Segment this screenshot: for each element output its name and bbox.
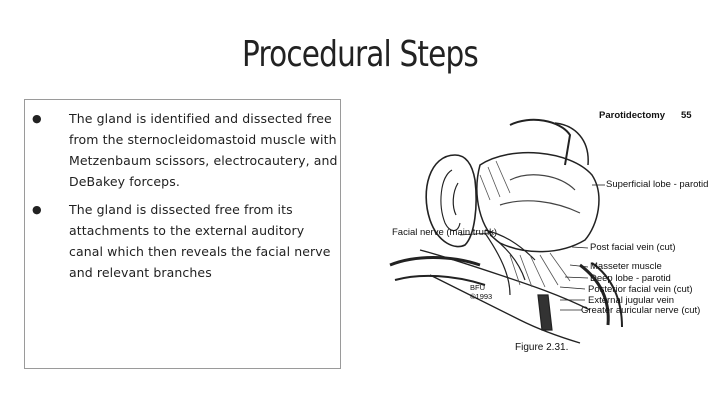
- figure-caption: Figure 2.31.: [515, 342, 569, 353]
- bullet-text: The gland is dissected free from its attachments to the external auditory canal which then reveals the facial nerve and relevant branches: [69, 202, 331, 280]
- page-title: Procedural Steps: [242, 34, 478, 75]
- label-post-facial-vein: Post facial vein (cut): [590, 242, 676, 253]
- text-box: [24, 99, 341, 369]
- bullet-dot-icon: ●: [32, 112, 42, 125]
- artist-signature: BFU ©1993: [470, 283, 493, 301]
- label-posterior-facial-vein: Posterior facial vein (cut): [588, 284, 693, 295]
- bullet-dot-icon: ●: [32, 203, 42, 216]
- label-masseter: Masseter muscle: [590, 261, 662, 272]
- label-deep-lobe: Deep lobe - parotid: [590, 273, 671, 284]
- label-external-jugular: External jugular vein: [588, 295, 675, 306]
- label-greater-auricular: Greater auricular nerve (cut): [581, 305, 701, 316]
- surgical-figure: [360, 105, 709, 355]
- label-superficial-lobe: Superficial lobe - parotid: [606, 179, 709, 190]
- figure-header-title: Parotidectomy: [599, 110, 665, 121]
- label-facial-nerve: Facial nerve (main trunk): [392, 227, 498, 238]
- bullet-text: The gland is identified and dissected free from the sternocleidomastoid muscle with Metzenbaum scissors, electrocautery, and DeBakey forceps.: [69, 111, 338, 189]
- figure-page-number: 55: [681, 110, 692, 121]
